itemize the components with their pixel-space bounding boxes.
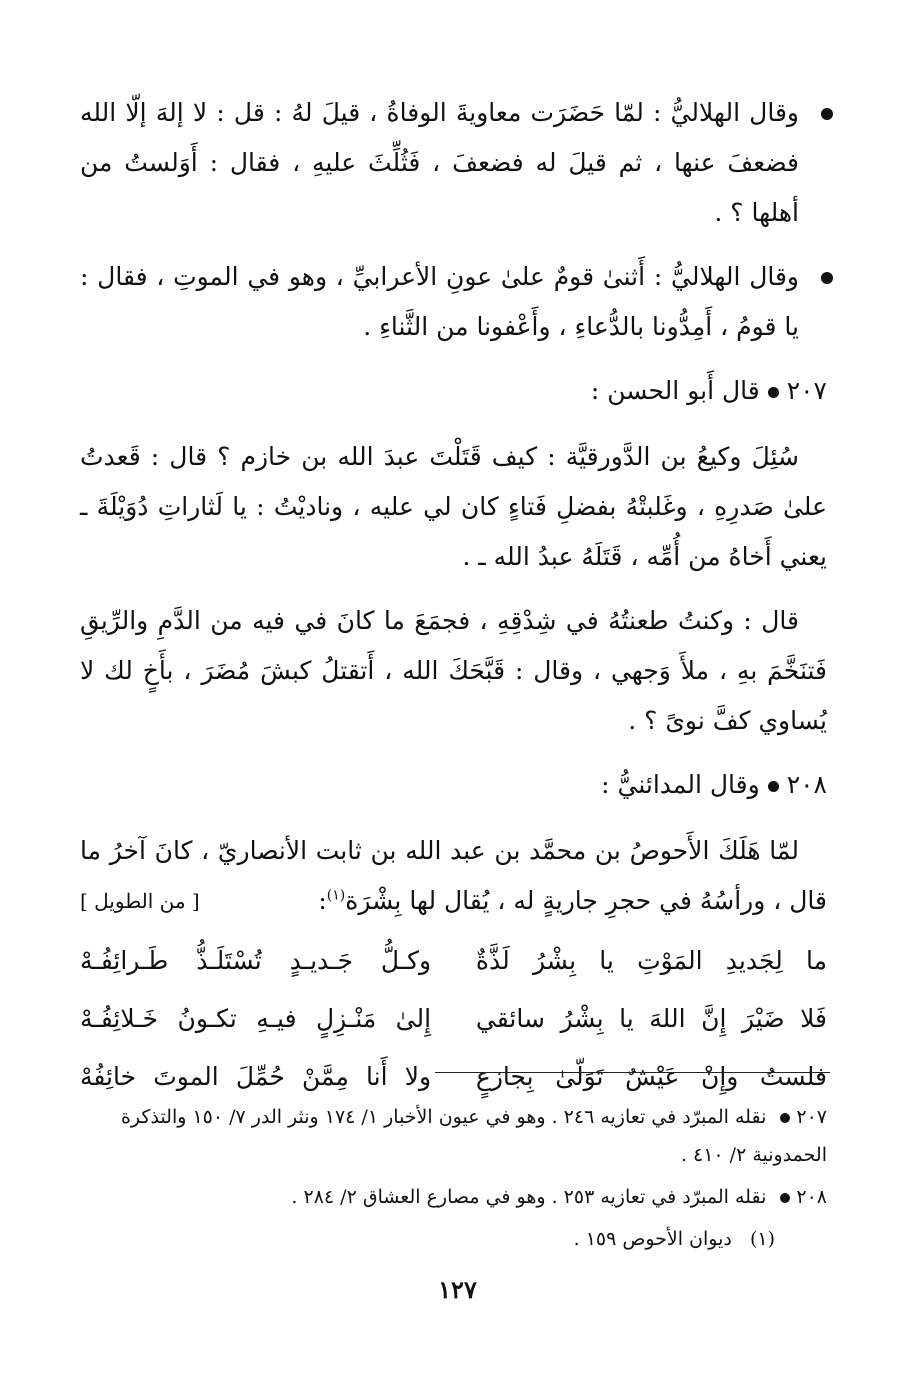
section-title: وقال المدائنيُّ : (601, 770, 760, 799)
footnote-1 (80, 1220, 827, 1258)
bullet-icon (780, 1193, 790, 1203)
footnote-reference: (١) (326, 887, 346, 904)
verse-first-hemistich: فَلا ضَيْرَ إِنَّ اللهَ يا بِشْرُ سائقي (475, 1004, 827, 1033)
poetic-meter-label: [ من الطويل ] (80, 889, 200, 913)
paragraph-text: لمّا هَلَكَ الأَحوصُ بن محمَّد بن عبد الله بن ثابت الأنصاريّ ، كانَ آخرُ ما قال ، ورأسُهُ في حجرِ جاريةٍ له ، يُقال لها بِشْرَة (80, 836, 827, 915)
footnote-208 (80, 1178, 827, 1216)
verse-second-hemistich: إِلىٰ مَنْـزِلٍ فيـهِ تكـونُ خَـلائِفُـهْ (80, 1004, 432, 1033)
footnote-text: نقله المبرّد في تعازيه ٢٤٦ . وهو في عيون الأخبار ١/ ١٧٤ ونثر الدر ٧/ ١٥٠ والتذكرة الحمدونية ٢/ ٤١٠ . (120, 1106, 827, 1166)
verse-first-hemistich: ما لِجَديدِ المَوْتِ يا بِشْرُ لَذَّةٌ (475, 946, 827, 975)
section-207-paragraph-1 (80, 432, 827, 582)
bullet-icon (768, 387, 779, 398)
footnote-text: نقله المبرّد في تعازيه ٢٥٣ . وهو في مصارع العشاق ٢/ ٢٨٤ . (291, 1186, 767, 1208)
footnote-number: ٢٠٨ (796, 1186, 827, 1208)
paragraph-hilali-awn (80, 252, 827, 352)
poem (80, 932, 827, 1106)
paragraph-hilali-muawiya (80, 88, 827, 238)
footnote-divider (435, 1072, 830, 1073)
verse-first-hemistich: فلستُ وإِنْ عَيْشٌ تَوَلّىٰ بِجازعٍ (475, 1062, 827, 1091)
section-title: قال أَبو الحسن : (590, 376, 760, 405)
footnotes (80, 1098, 827, 1262)
footnote-number: (١) (749, 1228, 775, 1250)
bullet-icon (821, 272, 833, 284)
paragraph-text: وقال الهلاليُّ : أَثنىٰ قومٌ علىٰ عونِ الأعرابيِّ ، وهو في الموتِ ، فقال : يا قومُ ، أَمِدُّونا بالدُّعاءِ ، وأَعْفونا من الثَّناءِ . (80, 262, 799, 341)
section-207-paragraph-2 (80, 596, 827, 746)
footnote-text: ديوان الأحوص ١٥٩ . (573, 1228, 732, 1250)
bullet-icon (768, 781, 779, 792)
bullet-icon (780, 1113, 790, 1123)
footnote-number: ٢٠٧ (796, 1106, 827, 1128)
footnote-207 (80, 1098, 827, 1174)
section-207-heading (80, 366, 827, 416)
paragraph-text: وقال الهلاليُّ : لمّا حَضَرَت معاويةَ الوفاةُ ، قيلَ لهُ : قل : لا إلهَ إلّا الله فضعفَ عنها ، ثم قيلَ له فضعفَ ، فَثُلِّثَ عليهِ ، فقال : أَوَلستُ من أهلها ؟ . (80, 98, 799, 227)
paragraph-text: قال : وكنتُ طعنتُهُ في شِدْقِهِ ، فجمَعَ ما كانَ في فيه من الدَّمِ والرِّيقِ فَتنَخَّمَ بهِ ، ملأَ وَجهي ، وقال : قَبَّحَكَ الله ، أَتقتلُ كبشَ مُضَرَ ، بأَخٍ لك لا يُساوي كفَّ نوىً ؟ . (80, 606, 827, 735)
page-number: ١٢٧ (438, 1275, 477, 1304)
paragraph-text: سُئِلَ وكيعُ بن الدَّورقيَّة : كيف قَتَلْتَ عبدَ الله بن خازم ؟ قال : قَعدتُ علىٰ صَدرِهِ ، وغَلبتْهُ بفضلِ فَتاءٍ كان لي عليه ، وناديْتُ : يا لَثاراتِ دُوَيْلَةَ ـ يعني أَخاهُ من أُمِّه ، قَتَلَهُ عبدُ الله ـ . (80, 442, 827, 571)
section-number: ٢٠٨ (786, 770, 827, 799)
colon: : (318, 886, 327, 915)
verse-second-hemistich: وكـلُّ جَـديـدٍ تُسْتَلَـذُّ طَـرائِفُـهْ (80, 946, 432, 975)
poem-verse (80, 990, 827, 1048)
poem-verse (80, 932, 827, 990)
section-number: ٢٠٧ (786, 376, 827, 405)
section-208-intro (80, 826, 827, 926)
bullet-icon (821, 108, 833, 120)
verse-second-hemistich: ولا أَنا مِمَّنْ حُمِّلَ الموتَ خائِفُهْ (80, 1062, 432, 1091)
main-text (80, 88, 827, 1106)
section-208-heading (80, 760, 827, 810)
